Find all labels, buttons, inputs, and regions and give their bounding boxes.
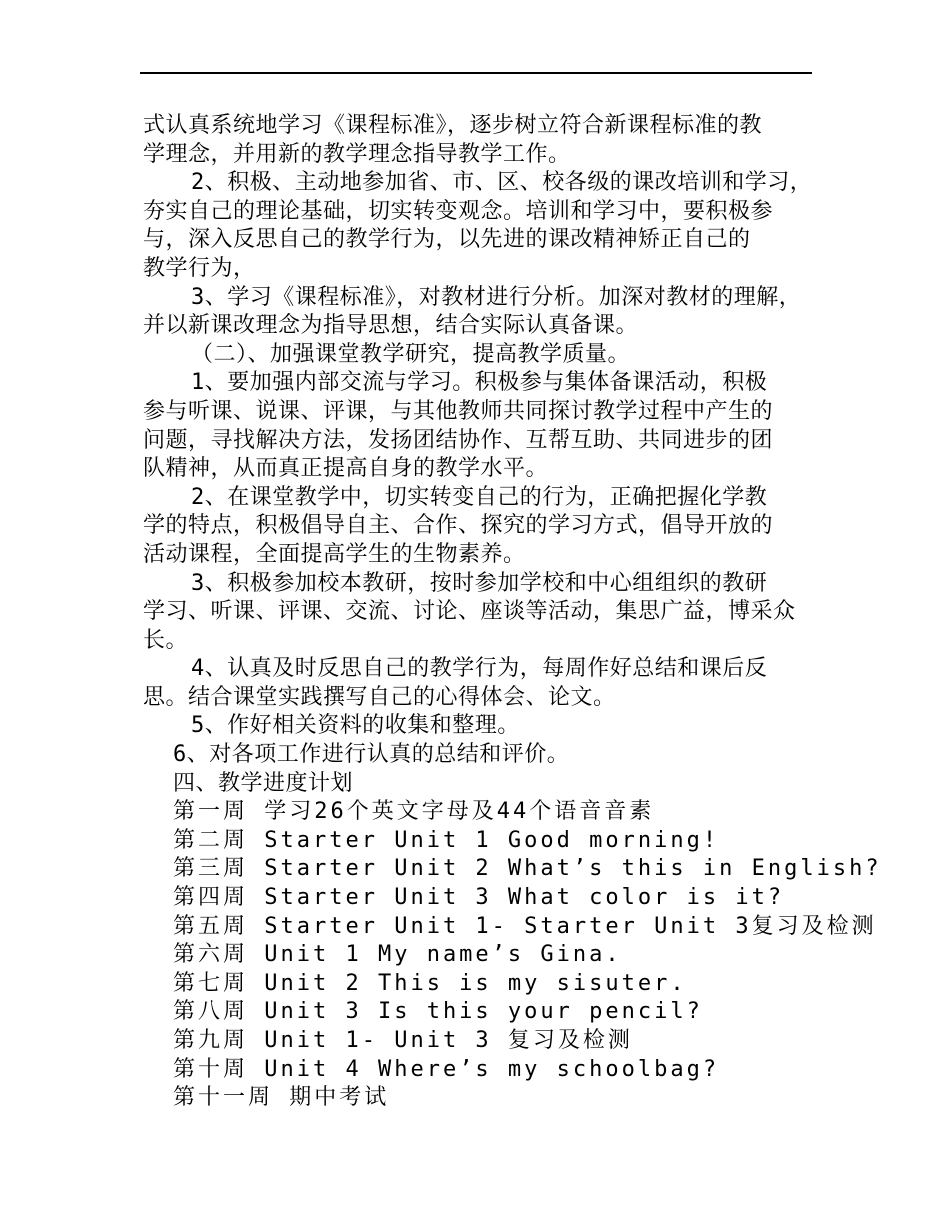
paragraph-line: 学习、听课、评课、交流、讨论、座谈等活动，集思广益，博采众 (143, 599, 796, 625)
paragraph-line: 3、学习《课程标准》，对教材进行分析。加深对教材的理解， (191, 284, 802, 310)
paragraph-line: 学理念，并用新的教学理念指导教学工作。 (143, 141, 571, 167)
section-heading: 四、教学进度计划 (173, 770, 354, 796)
schedule-item: 第六周 Unit 1 My name’s Gina. (173, 942, 622, 968)
paragraph-line: 2、在课堂教学中，切实转变自己的行为，正确把握化学教 (191, 484, 768, 510)
paragraph-line: 6、对各项工作进行认真的总结和评价。 (173, 742, 570, 768)
paragraph-line: 问题，寻找解决方法，发扬团结协作、互帮互助、共同进步的团 (143, 427, 774, 453)
schedule-item: 第三周 Starter Unit 2 What’s this in English? (173, 856, 882, 882)
document-body (143, 112, 882, 1113)
paragraph-line: 参与听课、说课、评课，与其他教师共同探讨教学过程中产生的 (143, 398, 774, 424)
paragraph-line: 队精神，从而真正提高自身的教学水平。 (143, 456, 549, 482)
paragraph-line: 1、要加强内部交流与学习。积极参与集体备课活动，积极 (191, 370, 768, 396)
paragraph-line: 4、认真及时反思自己的教学行为，每周作好总结和课后反 (191, 656, 768, 682)
paragraph-line: 式认真系统地学习《课程标准》，逐步树立符合新课程标准的教 (143, 113, 763, 138)
paragraph-line: 与，深入反思自己的教学行为，以先进的课改精神矫正自己的 (143, 227, 751, 253)
paragraph-line: 2、积极、主动地参加省、市、区、校各级的课改培训和学习， (191, 170, 813, 196)
schedule-item: 第五周 Starter Unit 1- Starter Unit 3复习及检测 (173, 913, 877, 939)
section-heading: （二）、加强课堂教学研究，提高教学质量。 (191, 341, 631, 367)
schedule-item: 第九周 Unit 1- Unit 3 复习及检测 (173, 1028, 633, 1053)
paragraph-line: 长。 (143, 627, 189, 653)
schedule-item: 第七周 Unit 2 This is my sisuter. (173, 970, 687, 996)
schedule-item: 第八周 Unit 3 Is this your pencil? (173, 999, 703, 1025)
paragraph-line: 活动课程，全面提高学生的生物素养。 (143, 541, 526, 567)
schedule-item: 第十周 Unit 4 Where’s my schoolbag? (173, 1056, 720, 1082)
paragraph-line: 思。结合课堂实践撰写自己的心得体会、论文。 (143, 684, 616, 710)
paragraph-line: 夯实自己的理论基础，切实转变观念。培训和学习中，要积极参 (143, 198, 774, 224)
paragraph-line: 5、作好相关资料的收集和整理。 (191, 713, 520, 739)
header-rule (140, 72, 812, 74)
paragraph-line: 并以新课改理念为指导思想，结合实际认真备课。 (143, 313, 639, 339)
paragraph-line: 教学行为， (143, 255, 256, 281)
schedule-item: 第四周 Starter Unit 3 What color is it? (173, 885, 785, 911)
schedule-item: 第十一周 期中考试 (173, 1085, 390, 1111)
schedule-item: 第二周 Starter Unit 1 Good morning! (173, 827, 720, 853)
paragraph-line: 3、积极参加校本教研，按时参加学校和中心组组织的教研 (191, 570, 768, 596)
paragraph-line: 学的特点，积极倡导自主、合作、探究的学习方式，倡导开放的 (143, 513, 774, 539)
schedule-item: 第一周 学习26个英文字母及44个语音音素 (173, 799, 655, 825)
